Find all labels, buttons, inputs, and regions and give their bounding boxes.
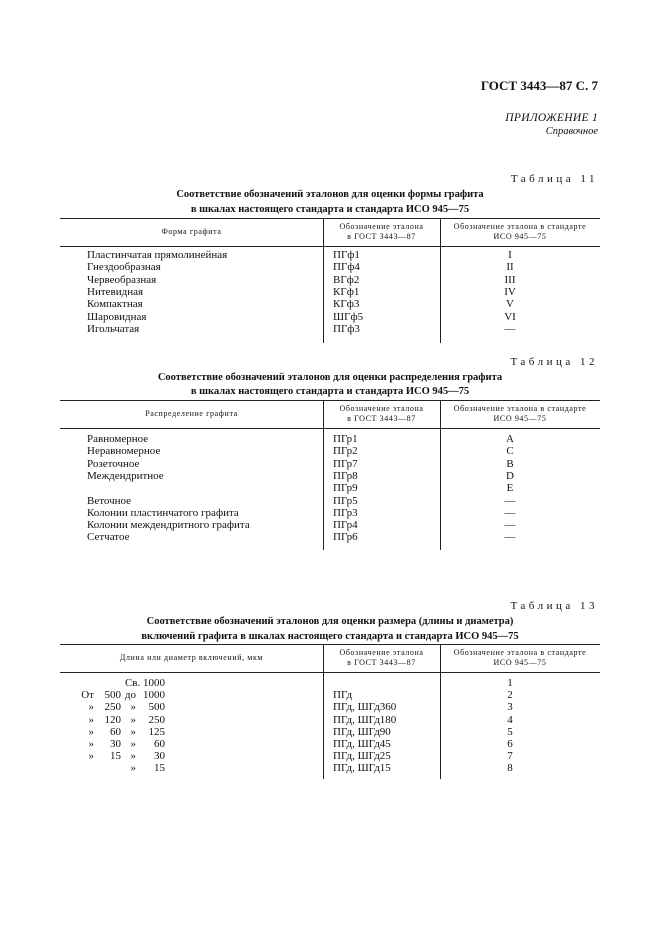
column-header: Обозначение эталона в стандарте ИСО 945—75 [453,648,587,667]
table-cell-gost: ПГф1 [333,249,360,261]
table-cell-iso: — [504,531,516,544]
table-caption: Соответствие обозначений эталонов для оценки формы графита [176,189,484,200]
length-to: 15 [154,762,165,775]
table-cell-name: Компактная [87,298,143,311]
length-prefix: » [88,738,94,750]
table-cell-iso: — [504,494,516,507]
table-rule [60,218,600,219]
table-caption: включений графита в шкалах настоящего стандарта и стандарта ИСО 945—75 [141,631,519,642]
table-caption: Соответствие обозначений эталонов для оценки размера (длины и диаметра) [146,616,514,627]
column-header: Форма графита [161,227,222,236]
length-prefix: » [88,713,94,726]
appendix-reference: Справочное [545,126,598,137]
table-cell-iso: IV [504,285,516,298]
table-cell-name: Колонии пластинчатого графита [87,506,239,519]
table-cell-name: Нитевидная [87,285,144,298]
table-cell-name: Гнездообразная [87,261,161,274]
table-rule [60,400,600,401]
column-header: Обозначение эталона в ГОСТ 3443—87 [339,222,424,241]
table-cell-gost: ПГд, ШГд360 [333,701,397,714]
length-to: 250 [148,713,165,726]
length-from: 15 [110,750,121,763]
table-caption: в шкалах настоящего стандарта и стандарта ИСО 945—75 [190,204,470,215]
table-rule [60,644,600,645]
table-cell-iso: 5 [507,725,513,738]
table-cell-name: Неравномерное [87,445,161,458]
length-to: 125 [148,725,165,738]
table-cell-gost: ПГр7 [333,457,358,470]
length-to: 500 [148,701,165,714]
length-to: 30 [154,750,165,763]
table-cell-gost: ПГд, ШГд180 [333,713,397,726]
table-number: Таблица 13 [510,600,598,612]
table-cell-iso: 8 [507,762,513,775]
table-rule [60,246,600,247]
table-cell-name: Игольчатая [87,322,140,335]
table-cell-iso: 1 [507,677,513,689]
table-caption: Соответствие обозначений эталонов для оценки распределения графита [157,372,503,383]
column-header: Длина или диаметр включений, мкм [119,653,264,662]
length-to-word: » [130,762,136,775]
length-prefix: » [88,701,94,714]
table-cell-name: Междендритное [87,469,164,482]
table-cell-gost: ПГр1 [333,433,358,445]
length-to-word: » [130,701,136,714]
table-cell-iso: II [506,261,514,274]
table-cell-iso: A [506,433,514,445]
table-cell-name: Равномерное [87,433,149,445]
length-to-word: » [130,713,136,726]
table-cell-gost: ПГд [333,689,353,702]
length-from: 500 [104,689,121,702]
table-cell-gost: ПГр6 [333,531,358,544]
table-cell-iso: E [506,482,514,495]
length-prefix: » [88,725,94,738]
table-cell-iso: — [504,322,516,335]
length-to: 1000 [143,689,165,702]
table-cell-iso: 6 [507,738,513,750]
table-number: Таблица 11 [510,173,598,185]
column-header: Обозначение эталона в стандарте ИСО 945—75 [453,222,587,241]
length-from: 120 [104,713,121,726]
table-cell-gost: ПГр8 [333,469,358,482]
table-cell-iso: V [506,298,514,311]
table-cell-name: Розеточное [87,457,140,470]
table-cell-gost: КГф1 [333,285,360,298]
table-cell-name: Пластинчатая прямолинейная [87,249,228,261]
table-cell-name: Червеобразная [87,273,157,286]
table-cell-gost: ПГд, ШГд15 [333,762,391,775]
table-cell-gost: ПГр4 [333,519,358,532]
length-from: 60 [110,725,121,738]
length-from: 30 [110,738,121,750]
table-cell-gost: КГф3 [333,298,360,311]
column-header: Обозначение эталона в стандарте ИСО 945—75 [453,404,587,423]
table-cell-iso: III [504,273,516,286]
table-cell-gost: ПГф4 [333,261,360,274]
table-cell-name: Колонии междендритного графита [87,519,250,532]
column-header: Обозначение эталона в ГОСТ 3443—87 [339,404,424,423]
length-to-word: до [124,689,136,702]
table-cell-gost: ПГд, ШГд25 [333,750,391,763]
table-cell-length: Св. 1000 [124,677,165,689]
table-number: Таблица 12 [510,356,598,368]
table-cell-iso: — [504,519,516,532]
table-cell-gost: ПГд, ШГд45 [333,738,391,750]
table-cell-iso: VI [504,310,516,323]
table-cell-gost: ПГд, ШГд90 [333,725,391,738]
table-cell-iso: — [504,506,516,519]
table-cell-gost: ПГр5 [333,494,358,507]
table-cell-iso: 7 [507,750,513,763]
table-cell-name: Шаровидная [87,310,147,323]
length-to-word: » [130,750,136,763]
table-cell-gost: ПГр3 [333,506,358,519]
table-cell-gost: ШГф5 [333,310,364,323]
length-prefix: » [88,750,94,763]
table-cell-iso: D [506,469,514,482]
table-cell-iso: I [508,249,512,261]
table-cell-iso: C [506,445,514,458]
table-rule [60,428,600,429]
table-cell-gost: ПГр9 [333,482,358,495]
page-header: ГОСТ 3443—87 С. 7 [480,78,598,93]
table-cell-gost: ВГф2 [333,273,360,286]
table-cell-iso: 3 [507,701,513,714]
table-caption: в шкалах настоящего стандарта и стандарта ИСО 945—75 [190,386,470,397]
appendix-title: ПРИЛОЖЕНИЕ 1 [505,112,598,124]
length-to-word: » [130,738,136,750]
table-cell-iso: 4 [507,713,513,726]
table-rule [60,672,600,673]
length-to: 60 [154,738,165,750]
table-cell-iso: 2 [507,689,513,702]
length-to-word: » [130,725,136,738]
table-cell-name: Сетчатое [87,531,130,544]
column-header: Обозначение эталона в ГОСТ 3443—87 [339,648,424,667]
length-prefix: От [81,689,94,702]
length-from: 250 [104,701,121,714]
table-cell-name: Веточное [87,494,132,507]
table-cell-gost: ПГф3 [333,322,360,335]
table-cell-iso: B [506,457,514,470]
table-cell-gost: ПГр2 [333,445,358,458]
column-header: Распределение графита [145,409,238,418]
